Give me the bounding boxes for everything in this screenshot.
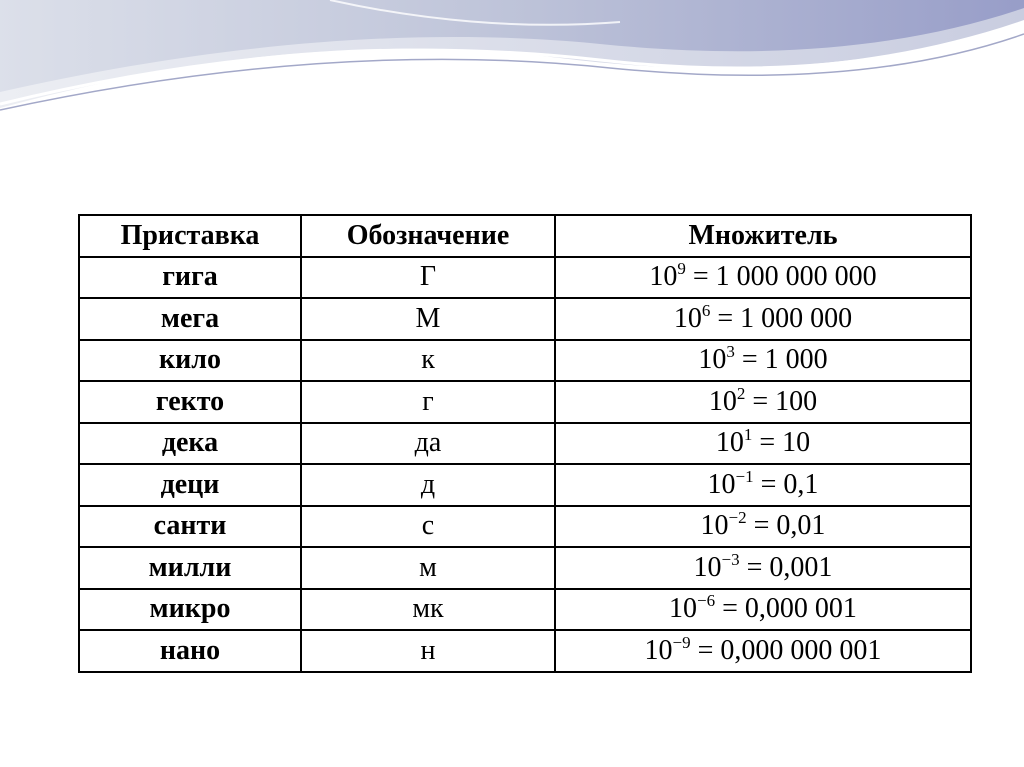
prefix-cell: милли — [79, 547, 301, 589]
factor-exponent: 2 — [736, 383, 746, 403]
factor-value: = 1 000 — [734, 344, 828, 376]
table-row — [79, 423, 971, 465]
table-row — [79, 589, 971, 631]
factor-base: 10 — [673, 302, 702, 334]
factor-base: 10 — [707, 468, 736, 500]
prefix-cell: микро — [79, 589, 301, 631]
factor-cell — [555, 340, 971, 382]
table-row — [79, 340, 971, 382]
factor-exponent: 6 — [701, 300, 711, 320]
prefix-cell: деци — [79, 464, 301, 506]
factor-value: = 1 000 000 — [710, 302, 853, 334]
factor-cell — [555, 423, 971, 465]
symbol-cell: с — [301, 506, 555, 548]
symbol-cell: да — [301, 423, 555, 465]
factor-cell — [555, 547, 971, 589]
prefix-cell: санти — [79, 506, 301, 548]
factor-exponent: −2 — [728, 508, 747, 528]
factor-value: = 1 000 000 000 — [685, 261, 877, 293]
table-row — [79, 298, 971, 340]
prefix-cell: гекто — [79, 381, 301, 423]
factor-exponent: 1 — [743, 425, 753, 445]
header-symbol: Обозначение — [301, 215, 555, 257]
factor-value: = 0,01 — [746, 510, 826, 542]
symbol-cell: Г — [301, 257, 555, 299]
si-prefixes-table — [78, 214, 972, 673]
factor-base: 10 — [669, 593, 698, 625]
table-row — [79, 547, 971, 589]
factor-cell — [555, 589, 971, 631]
prefix-cell: дека — [79, 423, 301, 465]
factor-value: = 0,1 — [753, 468, 819, 500]
factor-cell — [555, 257, 971, 299]
factor-exponent: −9 — [672, 632, 691, 652]
header-row — [79, 215, 971, 257]
factor-base: 10 — [693, 551, 722, 583]
factor-cell — [555, 381, 971, 423]
symbol-cell: н — [301, 630, 555, 672]
factor-cell — [555, 298, 971, 340]
table-row — [79, 464, 971, 506]
symbol-cell: м — [301, 547, 555, 589]
table-row — [79, 257, 971, 299]
factor-cell — [555, 506, 971, 548]
factor-base: 10 — [708, 385, 737, 417]
factor-base: 10 — [649, 261, 678, 293]
factor-base: 10 — [700, 510, 729, 542]
factor-exponent: −1 — [735, 466, 754, 486]
factor-exponent: 9 — [677, 259, 686, 279]
factor-base: 10 — [644, 634, 673, 666]
symbol-cell: г — [301, 381, 555, 423]
symbol-cell: к — [301, 340, 555, 382]
prefix-cell: нано — [79, 630, 301, 672]
table-row — [79, 381, 971, 423]
table-row — [79, 630, 971, 672]
factor-value: = 0,001 — [739, 551, 833, 583]
factor-exponent: −6 — [697, 591, 716, 611]
factor-exponent: 3 — [726, 342, 735, 362]
factor-value: = 100 — [745, 385, 818, 417]
factor-cell — [555, 630, 971, 672]
header-prefix: Приставка — [79, 215, 301, 257]
factor-base: 10 — [715, 427, 744, 459]
factor-value: = 0,000 000 001 — [690, 634, 882, 666]
symbol-cell: М — [301, 298, 555, 340]
factor-value: = 10 — [752, 427, 811, 459]
factor-exponent: −3 — [721, 549, 740, 569]
symbol-cell: мк — [301, 589, 555, 631]
decorative-wave-header — [0, 0, 1024, 130]
prefix-cell: кило — [79, 340, 301, 382]
factor-value: = 0,000 001 — [715, 593, 857, 625]
factor-base: 10 — [698, 344, 727, 376]
table-row — [79, 506, 971, 548]
factor-cell — [555, 464, 971, 506]
prefix-cell: гига — [79, 257, 301, 299]
symbol-cell: д — [301, 464, 555, 506]
prefix-cell: мега — [79, 298, 301, 340]
header-factor: Множитель — [555, 215, 971, 257]
